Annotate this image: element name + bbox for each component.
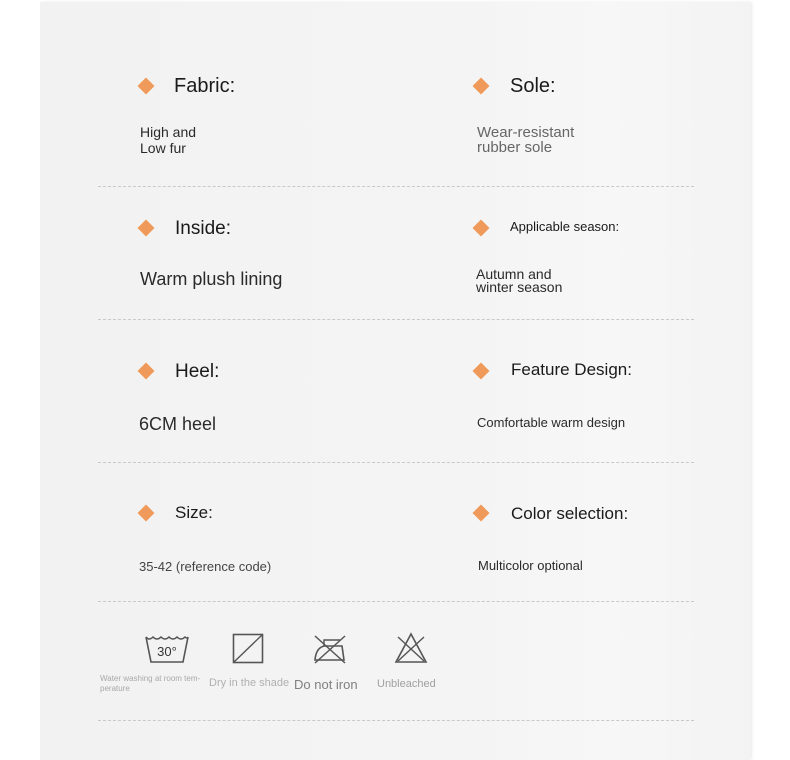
care-label-line: Water washing at room tem- — [100, 674, 201, 683]
dashed-divider — [98, 720, 694, 721]
spec-label-season: Applicable season: — [510, 219, 620, 234]
care-label-line: perature — [100, 684, 130, 693]
spec-label-feature: Feature Design: — [511, 360, 632, 379]
care-label-dry: Dry in the shade — [209, 677, 290, 689]
spec-label-color: Color selection: — [511, 504, 629, 523]
care-iron — [312, 634, 348, 664]
spec-value-line: Autumn and — [476, 266, 552, 282]
dashed-divider — [98, 462, 694, 463]
dry-in-shade-icon — [232, 633, 264, 664]
spec-value-line: 35-42 (reference code) — [139, 559, 272, 574]
spec-value-heel — [139, 415, 216, 433]
spec-value-line: Low fur — [140, 140, 186, 156]
spec-value-feature — [477, 416, 625, 429]
care-dry — [232, 633, 264, 664]
spec-value-line: Multicolor optional — [478, 558, 583, 573]
spec-value-line: High and — [140, 124, 197, 140]
care-label-wash — [100, 674, 200, 694]
care-label-bleach: Unbleached — [377, 678, 436, 690]
do-not-iron-icon — [312, 634, 348, 664]
spec-value-line: Wear-resistant — [477, 124, 575, 141]
spec-label-sole: Sole: — [510, 75, 556, 97]
spec-value-line: rubber sole — [477, 139, 553, 156]
do-not-bleach-icon — [394, 632, 428, 664]
spec-value-line: Comfortable warm design — [477, 415, 626, 430]
spec-value-line: winter season — [476, 279, 563, 295]
spec-value-sole — [477, 125, 574, 155]
dashed-divider — [98, 319, 694, 320]
spec-label-size: Size: — [175, 503, 213, 522]
care-bleach — [394, 632, 428, 664]
spec-value-line: 6CM heel — [139, 414, 217, 434]
care-wash — [144, 634, 190, 664]
spec-value-season — [476, 268, 562, 294]
wash-temp-label: 30° — [157, 644, 177, 659]
spec-label-heel: Heel: — [175, 361, 220, 382]
spec-value-color — [478, 559, 583, 572]
wash-30-icon — [144, 634, 190, 664]
dashed-divider — [98, 601, 694, 602]
spec-label-inside: Inside: — [175, 218, 231, 239]
spec-value-inside — [140, 270, 282, 288]
spec-label-fabric: Fabric: — [174, 75, 236, 97]
care-label-iron: Do not iron — [294, 677, 358, 692]
spec-value-fabric — [140, 124, 196, 156]
dashed-divider — [98, 186, 694, 187]
spec-value-size — [139, 560, 271, 573]
spec-value-line: Warm plush lining — [140, 269, 283, 289]
